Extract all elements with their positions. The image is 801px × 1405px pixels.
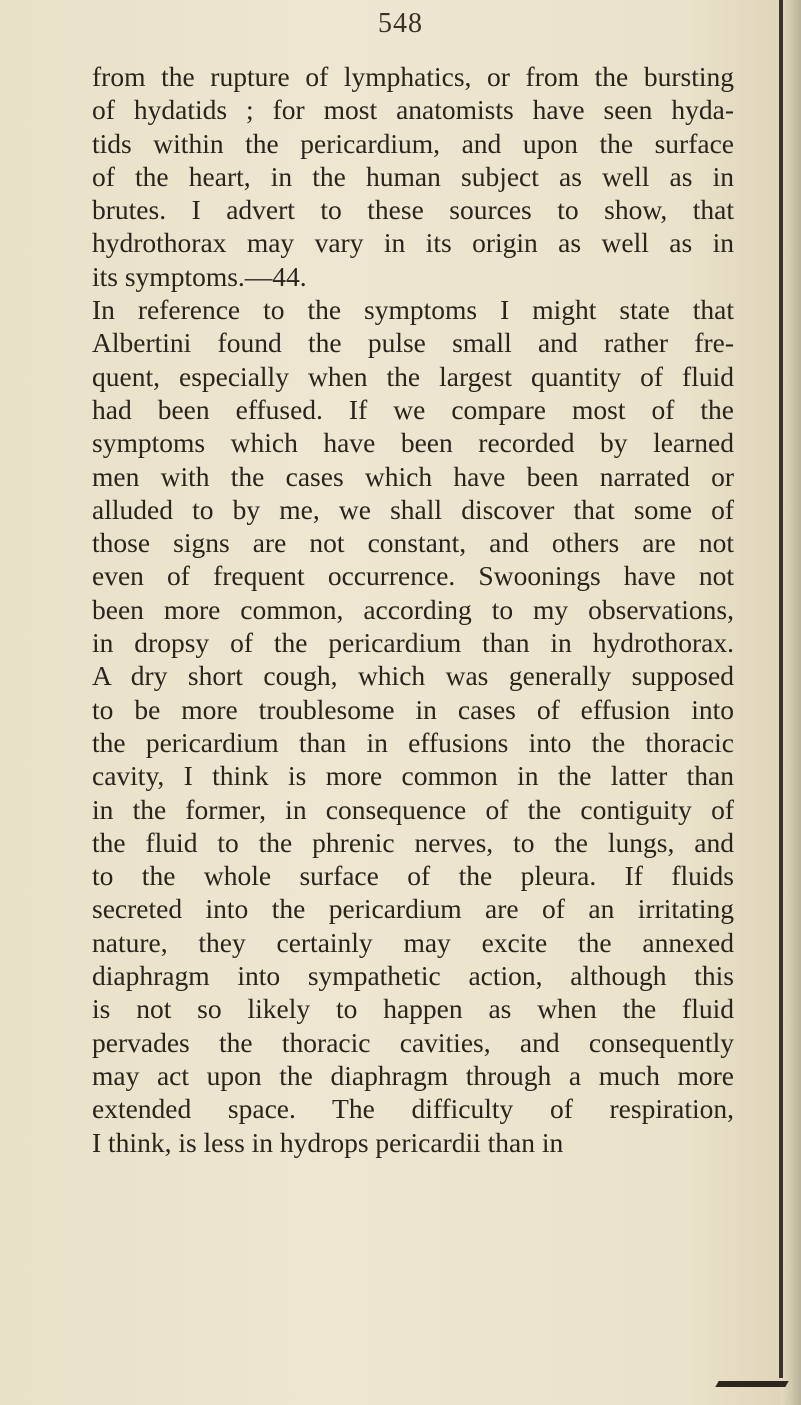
text-line: alluded to by me, we shall discover that some of (92, 493, 734, 525)
text-line: symptoms which have been recorded by learned (92, 427, 734, 459)
body-text (92, 60, 734, 1159)
text-line: in dropsy of the pericardium than in hydrothorax. (92, 627, 734, 659)
text-line: cavity, I think is more common in the latter than (92, 760, 734, 792)
text-line: of hydatids ; for most anatomists have seen hyda- (92, 94, 734, 126)
text-line: the pericardium than in effusions into the thoracic (92, 726, 734, 758)
text-line: is not so likely to happen as when the fluid (92, 993, 734, 1025)
text-line: men with the cases which have been narrated or (92, 460, 734, 492)
text-line: even of frequent occurrence. Swoonings have not (92, 560, 734, 592)
text-line: been more common, according to my observations, (92, 593, 734, 625)
text-line: those signs are not constant, and others are not (92, 527, 734, 559)
text-line: to be more troublesome in cases of effusion into (92, 693, 734, 725)
text-line: brutes. I advert to these sources to show, that (92, 194, 734, 226)
page-binding-edge (781, 0, 801, 1405)
text-line: tids within the pericardium, and upon the surface (92, 127, 734, 159)
text-line: I think, is less in hydrops pericardii than in (92, 1126, 564, 1158)
text-line: A dry short cough, which was generally supposed (92, 660, 734, 692)
text-line: extended space. The difficulty of respiration, (92, 1093, 734, 1125)
text-line: quent, especially when the largest quantity of fluid (92, 360, 734, 392)
page-corner-mark (715, 1381, 788, 1387)
text-line: pervades the thoracic cavities, and consequently (92, 1026, 734, 1058)
text-line: may act upon the diaphragm through a much more (92, 1059, 734, 1091)
text-line: from the rupture of lymphatics, or from the bursting (92, 61, 734, 92)
text-line: In reference to the symptoms I might state that (92, 294, 734, 326)
text-line: its symptoms.—44. (92, 260, 307, 292)
page-edge-line (779, 0, 783, 1378)
text-line: hydrothorax may vary in its origin as well as in (92, 227, 734, 259)
page-number: 548 (378, 8, 423, 39)
text-line: nature, they certainly may excite the annexed (92, 926, 734, 958)
text-line: to the whole surface of the pleura. If fluids (92, 860, 734, 892)
text-line: in the former, in consequence of the contiguity of (92, 793, 734, 825)
text-line: diaphragm into sympathetic action, although this (92, 960, 734, 992)
text-line: Albertini found the pulse small and rather fre- (92, 327, 734, 359)
text-line: secreted into the pericardium are of an irritating (92, 893, 734, 925)
text-line: the fluid to the phrenic nerves, to the lungs, and (92, 826, 734, 858)
text-line: of the heart, in the human subject as well as in (92, 160, 734, 192)
text-line: had been effused. If we compare most of the (92, 393, 734, 425)
